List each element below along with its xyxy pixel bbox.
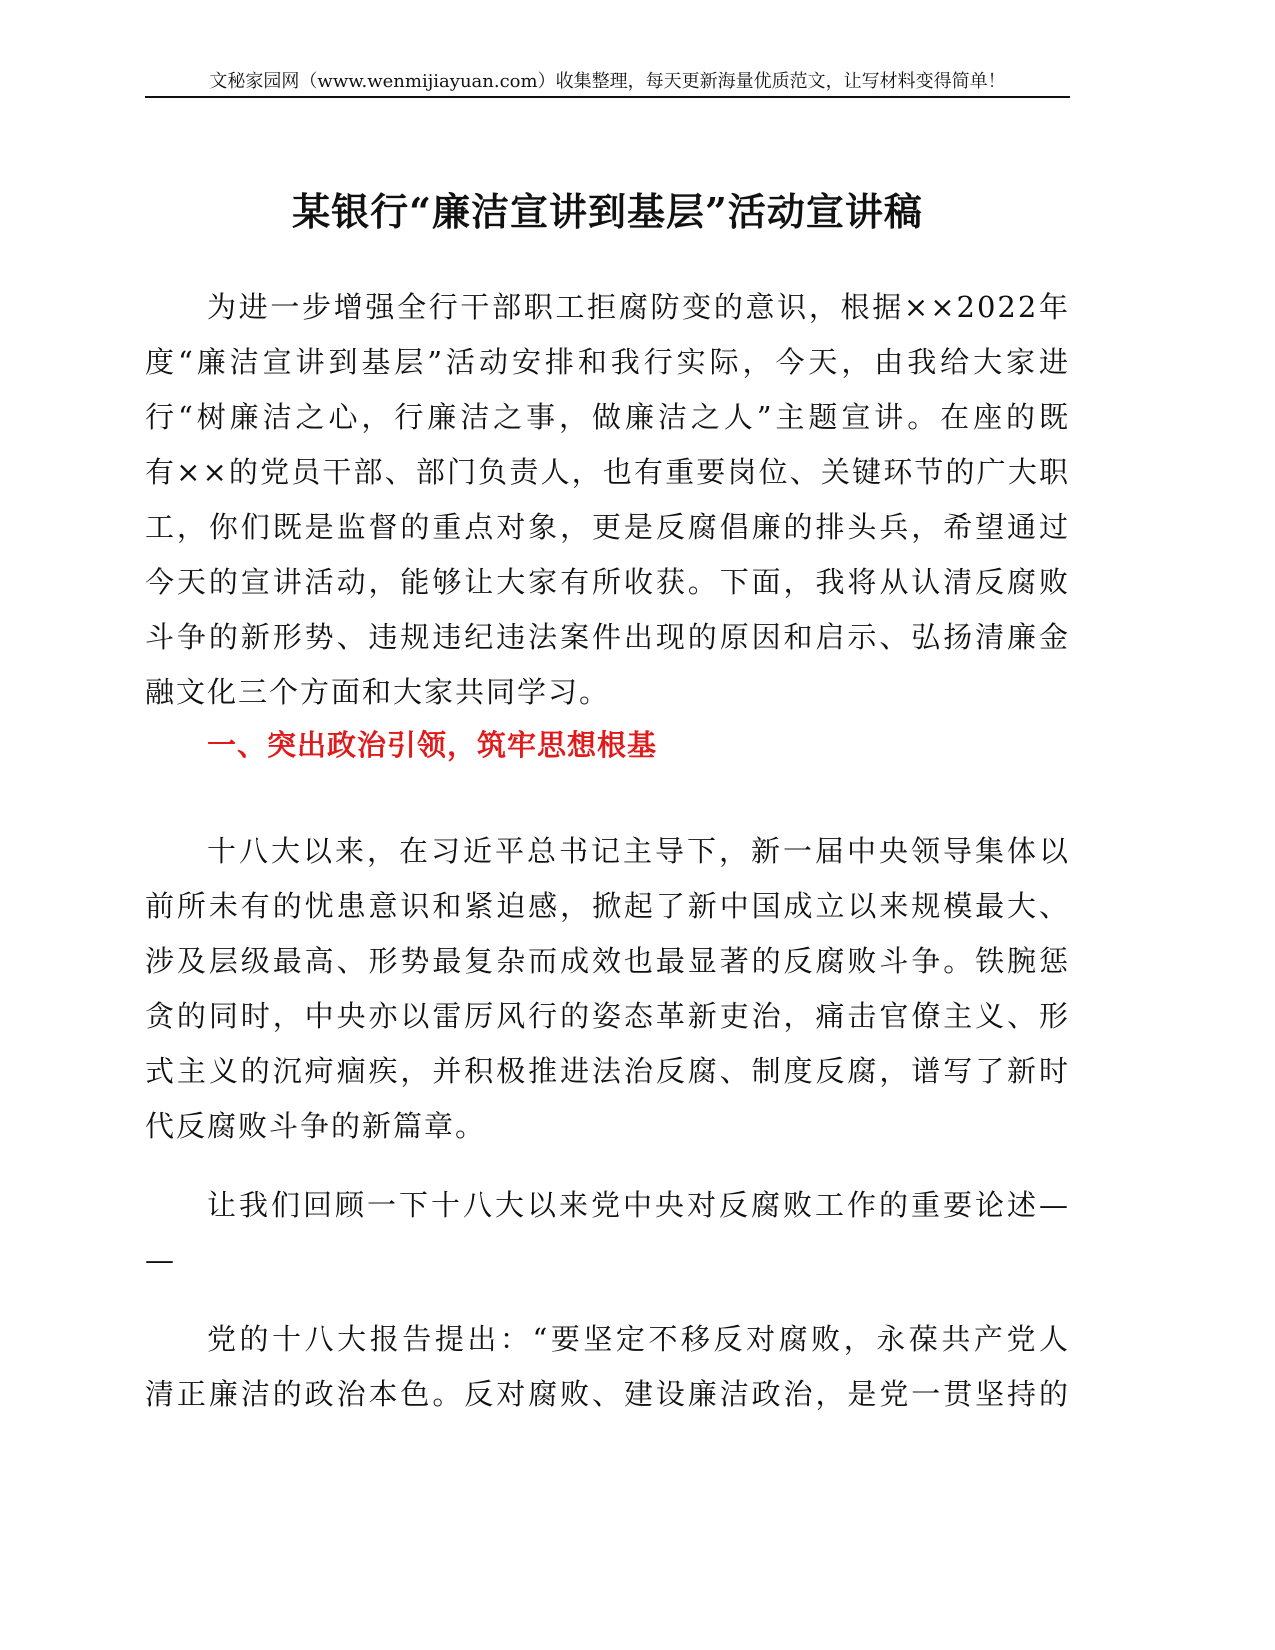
- paragraph-line: 有××的党员干部、部门负责人，也有重要岗位、关键环节的广大职: [145, 455, 1070, 489]
- header-text: 文秘家园网（www.wenmijiayuan.com）收集整理，每天更新海量优质范文，让写材料变得简单！: [209, 71, 1006, 92]
- paragraph-line: 涉及层级最高、形势最复杂而成效也最显著的反腐败斗争。铁腕惩: [145, 944, 1070, 978]
- paragraph-line: 今天的宣讲活动，能够让大家有所收获。下面，我将从认清反腐败: [145, 565, 1070, 599]
- paragraph-line: 清正廉洁的政治本色。反对腐败、建设廉洁政治，是党一贯坚持的: [145, 1377, 1070, 1411]
- paragraph-line: 工，你们既是监督的重点对象，更是反腐倡廉的排头兵，希望通过: [145, 510, 1070, 544]
- paragraph-line: 行“树廉洁之心，行廉洁之事，做廉洁之人”主题宣讲。在座的既: [145, 400, 1070, 434]
- paragraph-line: 代反腐败斗争的新篇章。: [145, 1109, 487, 1143]
- page-header: [145, 70, 1070, 98]
- paragraph-review: [145, 1178, 1070, 1288]
- paragraph-line: —: [145, 1243, 176, 1277]
- paragraph-line: 贪的同时，中央亦以雷厉风行的姿态革新吏治，痛击官僚主义、形: [145, 999, 1070, 1033]
- paragraph-intro: [145, 280, 1070, 720]
- paragraph-line: 式主义的沉疴痼疾，并积极推进法治反腐、制度反腐，谱写了新时: [145, 1054, 1070, 1088]
- paragraph-report: [145, 1312, 1070, 1422]
- paragraph-line: 度“廉洁宣讲到基层”活动安排和我行实际，今天，由我给大家进: [145, 345, 1070, 379]
- paragraph-line: 党的十八大报告提出：“要坚定不移反对腐败，永葆共产党人: [207, 1322, 1070, 1356]
- paragraph-line: 为进一步增强全行干部职工拒腐防变的意识，根据××2022年: [207, 290, 1070, 324]
- paragraph-background: [145, 824, 1070, 1154]
- document-title: 某银行“廉洁宣讲到基层”活动宣讲稿: [292, 189, 923, 234]
- paragraph-line: 融文化三个方面和大家共同学习。: [145, 675, 611, 709]
- paragraph-line: 让我们回顾一下十八大以来党中央对反腐败工作的重要论述—: [207, 1188, 1070, 1222]
- section-heading: 一、突出政治引领，筑牢思想根基: [207, 728, 658, 762]
- paragraph-line: 十八大以来，在习近平总书记主导下，新一届中央领导集体以: [207, 834, 1070, 868]
- paragraph-line: 前所未有的忧患意识和紧迫感，掀起了新中国成立以来规模最大、: [145, 889, 1070, 923]
- paragraph-line: 斗争的新形势、违规违纪违法案件出现的原因和启示、弘扬清廉金: [145, 620, 1070, 654]
